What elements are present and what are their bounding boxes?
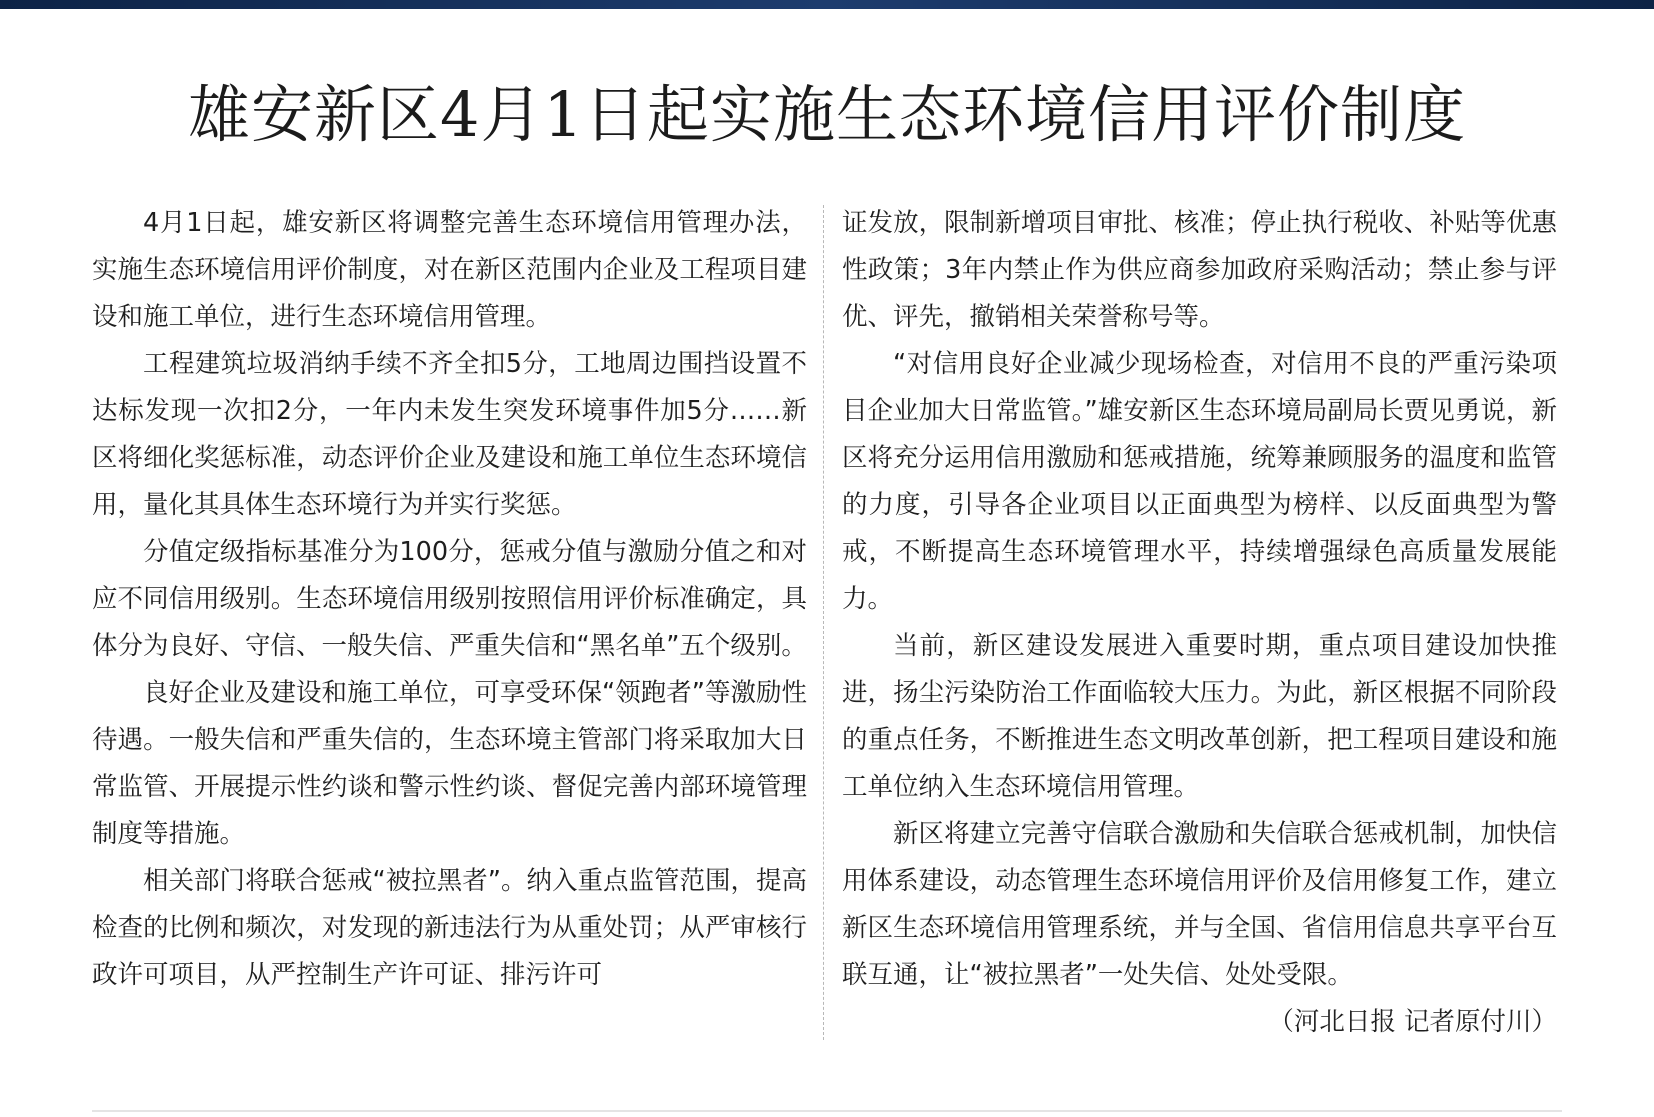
paragraph: 工程建筑垃圾消纳手续不齐全扣5分，工地周边围挡设置不达标发现一次扣2分，一年内未发生突发环境事件加5分……新区将细化奖惩标准，动态评价企业及建设和施工单位生态环境信用，量化其具体生态环境行为并实行奖惩。 bbox=[92, 349, 807, 520]
article-headline: 雄安新区4月1日起实施生态环境信用评价制度 bbox=[188, 78, 1466, 151]
paragraph-final bbox=[842, 811, 1557, 1037]
paragraph: 当前，新区建设发展进入重要时期，重点项目建设加快推进，扬尘污染防治工作面临较大压力。为此，新区根据不同阶段的重点任务，不断推进生态文明改革创新，把工程项目建设和施工单位纳入生态环境信用管理。 bbox=[842, 631, 1557, 802]
article-right-column bbox=[842, 200, 1557, 1046]
paragraph: 分值定级指标基准分为100分，惩戒分值与激励分值之和对应不同信用级别。生态环境信用级别按照信用评价标准确定，具体分为良好、守信、一般失信、严重失信和“黑名单”五个级别。 bbox=[92, 537, 807, 661]
paragraph: 良好企业及建设和施工单位，可享受环保“领跑者”等激励性待遇。一般失信和严重失信的，生态环境主管部门将采取加大日常监管、开展提示性约谈和警示性约谈、督促完善内部环境管理制度等措施。 bbox=[92, 678, 807, 849]
paragraph: “对信用良好企业减少现场检查，对信用不良的严重污染项目企业加大日常监管。”雄安新区生态环境局副局长贾见勇说，新区将充分运用信用激励和惩戒措施，统筹兼顾服务的温度和监管的力度，引导各企业项目以正面典型为榜样、以反面典型为警戒，不断提高生态环境管理水平，持续增强绿色高质量发展能力。 bbox=[842, 349, 1557, 614]
paragraph: 4月1日起，雄安新区将调整完善生态环境信用管理办法，实施生态环境信用评价制度，对在新区范围内企业及工程项目建设和施工单位，进行生态环境信用管理。 bbox=[92, 208, 807, 332]
column-divider bbox=[823, 205, 824, 1040]
bottom-rule bbox=[92, 1110, 1562, 1112]
byline: （河北日报 记者原付川） bbox=[1268, 1007, 1557, 1037]
paragraph: 相关部门将联合惩戒“被拉黑者”。纳入重点监管范围，提高检查的比例和频次，对发现的新违法行为从重处罚；从严审核行政许可项目，从严控制生产许可证、排污许可 bbox=[92, 866, 807, 990]
top-color-band bbox=[0, 0, 1654, 9]
article-left-column bbox=[92, 200, 807, 999]
paragraph-final-text: 新区将建立完善守信联合激励和失信联合惩戒机制，加快信用体系建设，动态管理生态环境信用评价及信用修复工作，建立新区生态环境信用管理系统，并与全国、省信用信息共享平台互联互通，让“被拉黑者”一处失信、处处受限。 bbox=[842, 819, 1557, 990]
paragraph-continuation: 证发放，限制新增项目审批、核准；停止执行税收、补贴等优惠性政策；3年内禁止作为供应商参加政府采购活动；禁止参与评优、评先，撤销相关荣誉称号等。 bbox=[842, 208, 1557, 332]
